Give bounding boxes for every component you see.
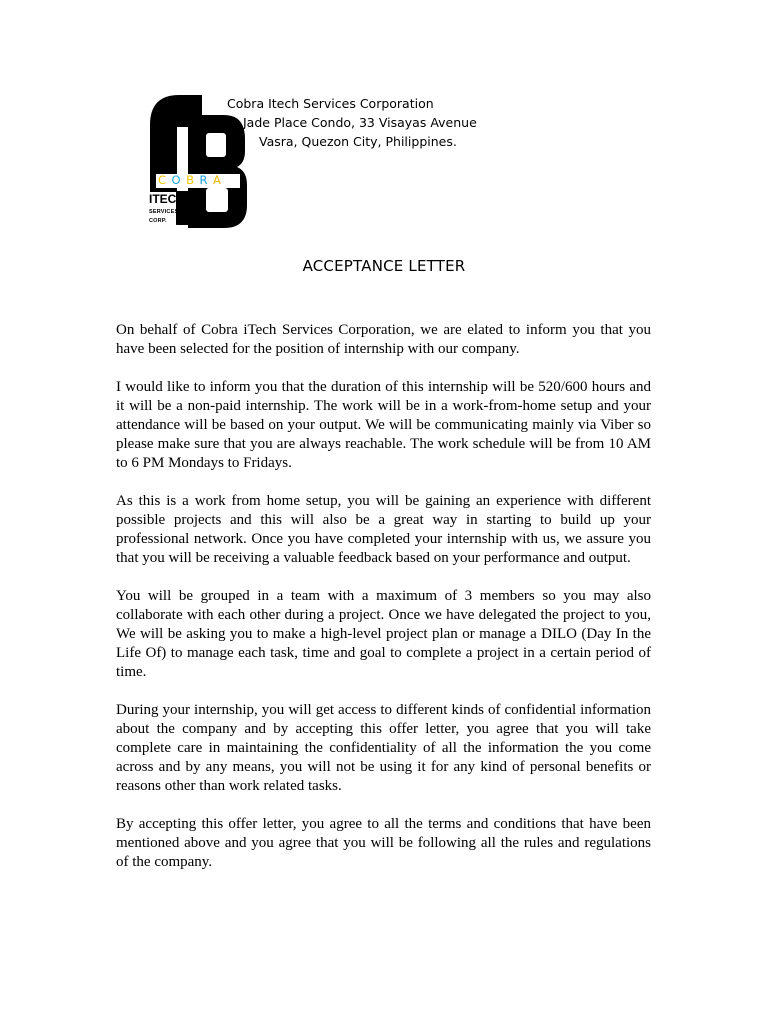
paragraph-intro: On behalf of Cobra iTech Services Corporation, we are elated to inform you that you have been selected for the position of internship with our company.: [116, 322, 651, 357]
logo-itech-text: ITECH: [149, 192, 185, 206]
address-street: Jade Place Condo, 33 Visayas Avenue: [243, 115, 477, 130]
wordmark-letter: B: [186, 173, 200, 187]
paragraph-duration: I would like to inform you that the duration of this internship will be 520/600 hours and it will be a non-paid internship. The work will be in a work-from-home setup and your attendance will be based on your output. We will be communicating mainly via Viber so please make sure that you are always reachable. The work schedule will be from 10 AM to 6 PM Mondays to Fridays.: [116, 379, 651, 471]
paragraph-work-from-home: As this is a work from home setup, you will be gaining an experience with different possible projects and this will also be a great way in starting to build up your professional network. Once you have completed your internship with us, we assure you that you will be receiving a valuable feedback based on your performance and output.: [116, 493, 651, 566]
logo-services-text: SERVICES: [149, 209, 179, 215]
letter-body: [116, 321, 651, 891]
company-name: Cobra Itech Services Corporation: [227, 96, 434, 111]
wordmark-letter: C: [158, 173, 172, 187]
letter-title: ACCEPTANCE LETTER: [302, 257, 466, 275]
address-city: Vasra, Quezon City, Philippines.: [259, 134, 457, 149]
wordmark-letter: R: [199, 173, 213, 187]
wordmark-letter: A: [212, 173, 227, 187]
paragraph-team: You will be grouped in a team with a maximum of 3 members so you may also collaborate with each other during a project. Once we have delegated the project to you, We will be asking you to make a high-level project plan or manage a DILO (Day In the Life Of) to manage each task, time and goal to complete a project in a certain period of time.: [116, 588, 651, 680]
cobra-wordmark: [158, 173, 236, 187]
paragraph-terms: By accepting this offer letter, you agree to all the terms and conditions that have been mentioned above and you agree that you will be following all the rules and regulations of the company.: [116, 816, 651, 870]
paragraph-confidentiality: During your internship, you will get access to different kinds of confidential information about the company and by accepting this offer letter, you agree that you will take complete care in maintaining the confidentiality of all the information the you come across and by any means, you will not be using it for any kind of personal benefits or reasons other than work related tasks.: [116, 702, 651, 794]
company-logo: [146, 93, 248, 229]
wordmark-letter: O: [171, 173, 187, 187]
logo-corp-text: CORP.: [149, 218, 167, 224]
